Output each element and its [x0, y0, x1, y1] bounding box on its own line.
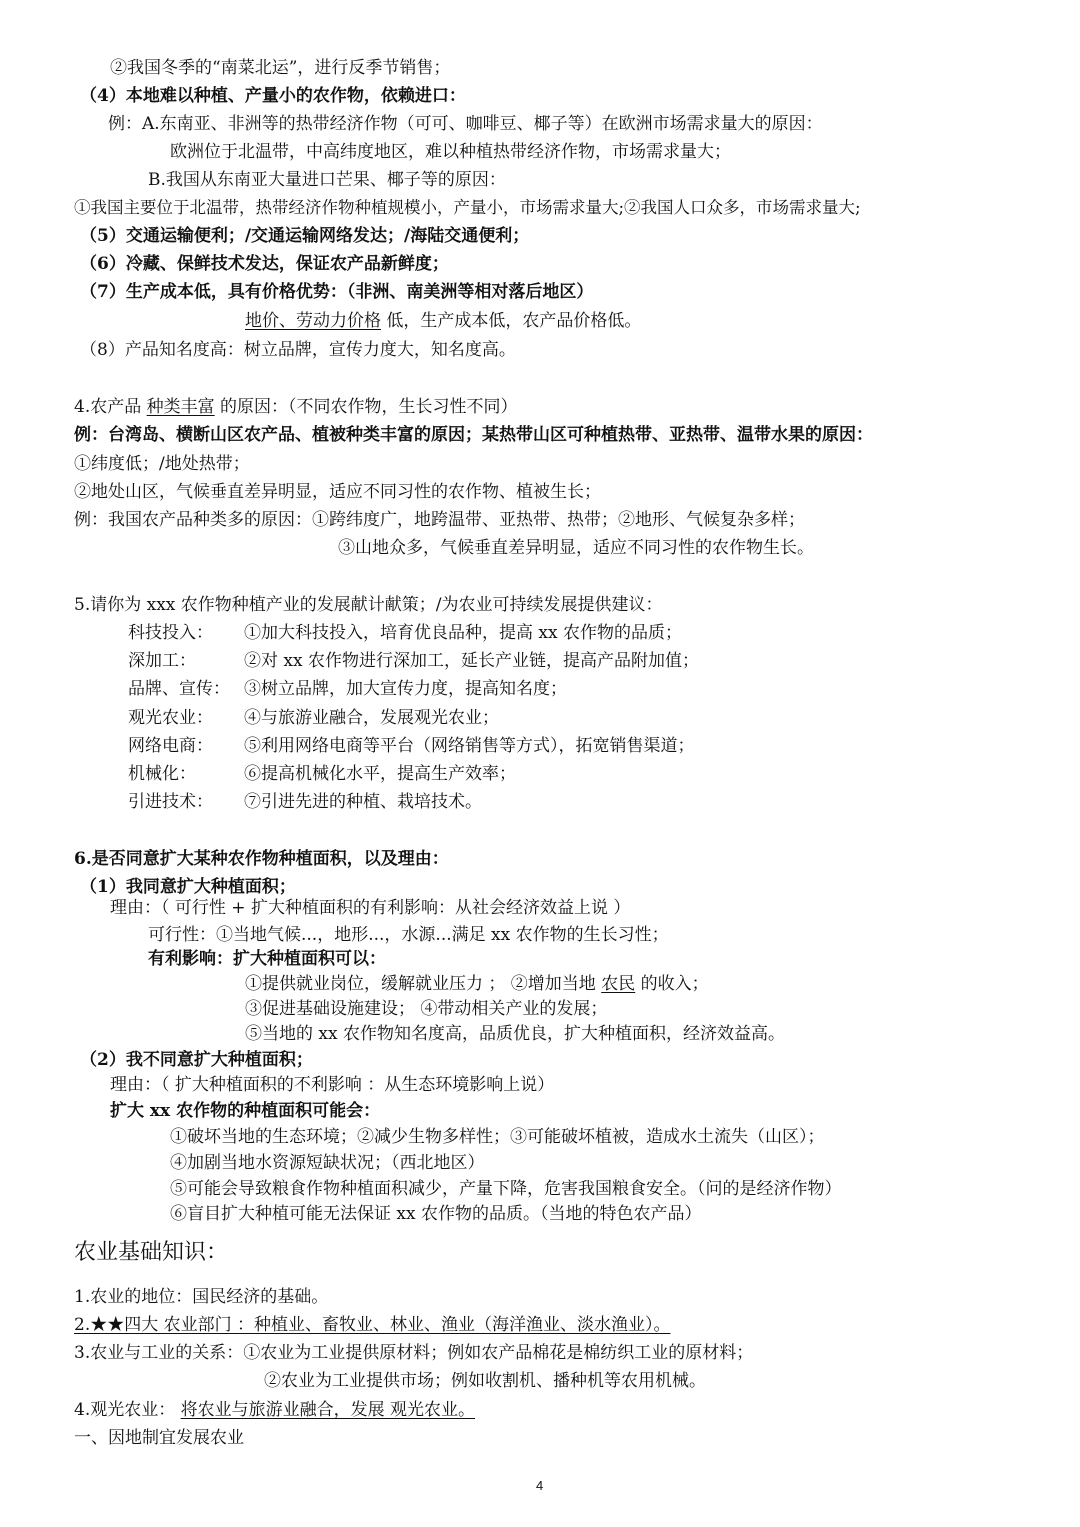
suggestion-text: ③树立品牌，加大宣传力度，提高知名度； — [244, 679, 567, 699]
text-line — [245, 972, 709, 996]
text-line: ⑤当地的 xx 农作物知名度高，品质优良，扩大种植面积，经济效益高。 — [245, 1024, 785, 1044]
text-line: 理由：（ 可行性 + 扩大种植面积的有利影响：从社会经济效益上说 ） — [110, 898, 631, 918]
underlined-term: 农民 — [601, 974, 636, 994]
text-line: 一、因地制宜发展农业 — [74, 1428, 244, 1448]
subheading: （1）我同意扩大种植面积； — [80, 877, 296, 897]
text-line: 可行性：①当地气候...，地形...，水源...满足 xx 农作物的生长习性； — [148, 925, 669, 945]
text-line: 欧洲位于北温带，中高纬度地区，难以种植热带经济作物，市场需求量大； — [170, 142, 731, 162]
page-number: 4 — [536, 1478, 544, 1493]
suggestion-label: 引进技术： — [128, 792, 213, 812]
suggestion-text: ④与旅游业融合，发展观光农业； — [244, 708, 499, 728]
text-line — [245, 309, 641, 333]
subheading: （7）生产成本低，具有价格优势：（非洲、南美洲等相对落后地区） — [80, 282, 594, 302]
text-span: 低，生产成本低，农产品价格低。 — [386, 311, 642, 331]
text-line: ②地处山区，气候垂直差异明显，适应不同习性的农作物、植被生长； — [74, 482, 601, 502]
text-line: ①破坏当地的生态环境；②减少生物多样性；③可能破坏植被，造成水土流失（山区）； — [170, 1127, 825, 1147]
example-line: 例：台湾岛、横断山区农产品、植被种类丰富的原因；某热带山区可种植热带、亚热带、温带水果的原因： — [74, 425, 873, 445]
text-line: ②我国冬季的“南菜北运”，进行反季节销售； — [110, 58, 451, 78]
text-span: 4.农产品 — [74, 397, 142, 417]
page-section-title: 农业基础知识： — [74, 1240, 229, 1265]
text-line: 例：我国农产品种类多的原因：①跨纬度广，地跨温带、亚热带、热带；②地形、气候复杂多样； — [74, 510, 805, 530]
text-span: 4.观光农业： — [74, 1400, 176, 1420]
suggestion-text: ⑦引进先进的种植、栽培技术。 — [244, 792, 482, 812]
text-line: ③促进基础设施建设； ④带动相关产业的发展； — [245, 999, 608, 1019]
text-line: （8）产品知名度高：树立品牌，宣传力度大，知名度高。 — [80, 340, 516, 360]
suggestion-label: 品牌、宣传： — [128, 679, 230, 699]
text-line: ③山地众多，气候垂直差异明显，适应不同习性的农作物生长。 — [338, 538, 814, 558]
suggestion-label: 网络电商： — [128, 736, 213, 756]
text-span: ①提供就业岗位，缓解就业压力 ； ②增加当地 — [245, 974, 596, 994]
text-line: ②农业为工业提供市场；例如收割机、播种机等农用机械。 — [264, 1371, 706, 1391]
suggestion-text: ①加大科技投入，培育优良品种，提高 xx 农作物的品质； — [244, 623, 682, 643]
subheading: 扩大 xx 农作物的种植面积可能会： — [110, 1101, 381, 1121]
subheading: （2）我不同意扩大种植面积； — [80, 1050, 313, 1070]
section-heading: 6.是否同意扩大某种农作物种植面积，以及理由： — [74, 849, 449, 869]
text-line — [74, 1398, 475, 1422]
suggestion-label: 机械化： — [128, 764, 196, 784]
suggestion-text: ②对 xx 农作物进行深加工，延长产业链，提高产品附加值； — [244, 651, 699, 671]
subheading: （6）冷藏、保鲜技术发达，保证农产品新鲜度； — [80, 254, 449, 274]
section-heading: 5.请你为 xxx 农作物种植产业的发展献计献策；/为农业可持续发展提供建议： — [74, 595, 663, 615]
text-span: 的收入； — [640, 974, 709, 994]
text-line: ①纬度低；/地处热带； — [74, 454, 250, 474]
suggestion-label: 观光农业： — [128, 708, 213, 728]
suggestion-text: ⑤利用网络电商等平台（网络销售等方式），拓宽销售渠道； — [244, 736, 695, 756]
underlined-term: 种类丰富 — [146, 397, 215, 417]
text-line: 理由：（ 扩大种植面积的不利影响 ：从生态环境影响上说） — [110, 1075, 555, 1095]
underlined-term: 将农业与旅游业融合，发展 观光农业。 — [180, 1400, 476, 1420]
text-line: 2.★★四大 农业部门 ：种植业、畜牧业、林业、渔业（海洋渔业、淡水渔业）。 — [74, 1315, 671, 1335]
subheading: （5）交通运输便利；/交通运输网络发达；/海陆交通便利； — [80, 226, 530, 246]
text-line: ①我国主要位于北温带，热带经济作物种植规模小，产量小，市场需求量大;②我国人口众多，市场需求量大; — [74, 198, 861, 217]
text-line: B.我国从东南亚大量进口芒果、椰子等的原因： — [148, 170, 506, 190]
text-line: ⑥盲目扩大种植可能无法保证 xx 农作物的品质。（当地的特色农产品） — [170, 1204, 702, 1224]
subheading: 有利影响：扩大种植面积可以： — [148, 949, 386, 969]
underlined-term: 地价、劳动力价格 — [245, 311, 381, 331]
text-line: ④加剧当地水资源短缺状况；（西北地区） — [170, 1153, 485, 1173]
text-line: 3.农业与工业的关系：①农业为工业提供原材料；例如农产品棉花是棉纺织工业的原材料； — [74, 1343, 754, 1363]
suggestion-label: 深加工： — [128, 651, 196, 671]
section-heading — [74, 395, 518, 419]
text-span: 的原因：（不同农作物，生长习性不同） — [220, 397, 518, 417]
text-line: 例：A.东南亚、非洲等的热带经济作物（可可、咖啡豆、椰子等）在欧洲市场需求量大的原因： — [108, 114, 823, 134]
suggestion-label: 科技投入： — [128, 623, 213, 643]
text-line: 1.农业的地位：国民经济的基础。 — [74, 1287, 329, 1307]
subheading: （4）本地难以种植、产量小的农作物，依赖进口： — [80, 86, 466, 106]
text-line: ⑤可能会导致粮食作物种植面积减少，产量下降，危害我国粮食安全。（问的是经济作物） — [170, 1179, 842, 1199]
suggestion-text: ⑥提高机械化水平，提高生产效率； — [244, 764, 516, 784]
